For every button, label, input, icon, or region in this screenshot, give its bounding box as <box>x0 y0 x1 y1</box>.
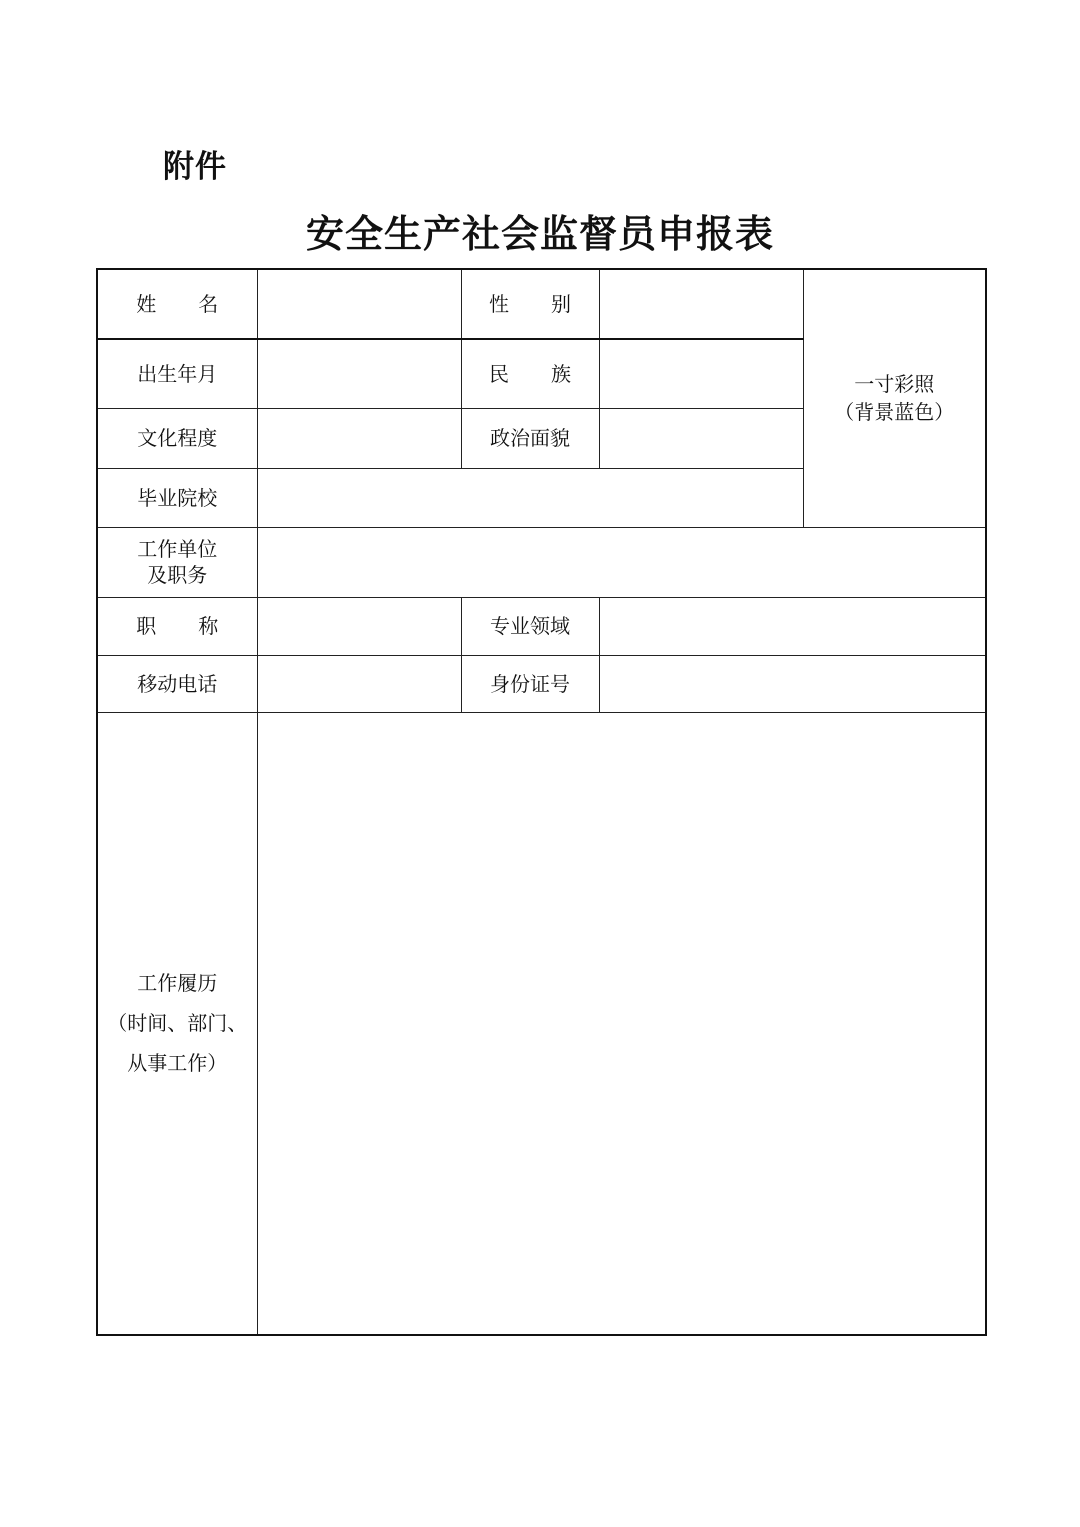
row-work-unit <box>97 527 986 597</box>
id-label: 身份证号 <box>461 655 599 712</box>
phone-field[interactable] <box>257 655 461 712</box>
photo-instruction: 一寸彩照 （背景蓝色） <box>834 372 955 425</box>
photo-box[interactable] <box>803 269 986 527</box>
school-label: 毕业院校 <box>97 468 257 527</box>
application-form-table <box>96 268 987 1336</box>
work-unit-label: 工作单位 及职务 <box>97 527 257 597</box>
name-label: 姓 名 <box>136 292 219 316</box>
gender-field[interactable] <box>599 269 803 339</box>
ethnicity-field[interactable] <box>599 339 803 408</box>
name-label-cell <box>97 269 257 339</box>
birth-label: 出生年月 <box>97 339 257 408</box>
title-label: 职 称 <box>136 614 219 638</box>
row-name-gender <box>97 269 986 339</box>
gender-label-cell <box>461 269 599 339</box>
title-label-cell <box>97 597 257 655</box>
education-field[interactable] <box>257 408 461 468</box>
title-field[interactable] <box>257 597 461 655</box>
education-label: 文化程度 <box>97 408 257 468</box>
row-work-history <box>97 712 986 1335</box>
gender-label: 性 别 <box>489 292 571 316</box>
specialty-label: 专业领域 <box>461 597 599 655</box>
row-phone-id <box>97 655 986 712</box>
specialty-field[interactable] <box>599 597 986 655</box>
phone-label: 移动电话 <box>97 655 257 712</box>
ethnicity-label: 民 族 <box>489 361 571 386</box>
work-history-label: 工作履历 （时间、部门、 从事工作） <box>97 712 257 1335</box>
political-label: 政治面貌 <box>461 408 599 468</box>
school-field[interactable] <box>257 468 803 527</box>
ethnicity-label-cell <box>461 339 599 408</box>
birth-field[interactable] <box>257 339 461 408</box>
row-title-specialty <box>97 597 986 655</box>
name-field[interactable] <box>257 269 461 339</box>
political-field[interactable] <box>599 408 803 468</box>
attachment-label: 附件 <box>163 149 227 185</box>
id-number-field[interactable] <box>599 655 986 712</box>
form-title: 安全生产社会监督员申报表 <box>305 211 774 256</box>
work-history-field[interactable] <box>257 712 986 1335</box>
work-unit-field[interactable] <box>257 527 986 597</box>
